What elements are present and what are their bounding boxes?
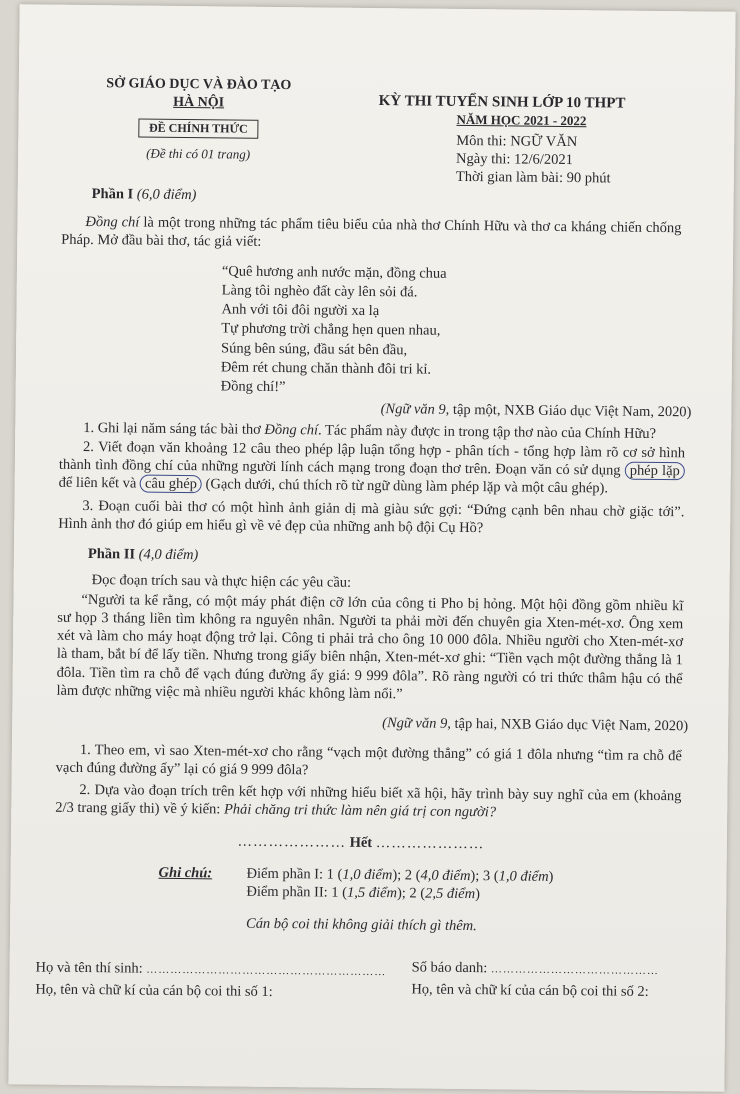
exam-title: KỲ THI TUYỂN SINH LỚP 10 THPT <box>378 93 626 112</box>
disclaimer: Cán bộ coi thi không giải thích gì thêm. <box>245 915 477 935</box>
q1-text-a: 1. Ghi lại năm sáng tác bài thơ <box>83 419 265 438</box>
note-text: ); 2 ( <box>392 867 421 884</box>
part1-intro-text: là một trong những tác phẩm tiêu biểu của nhà thơ Chính Hữu và thơ ca kháng chiến chống Pháp. Mở đầu bài thơ, tác giả viết: <box>61 214 682 250</box>
note-text: Điểm phần II: 1 ( <box>246 883 348 901</box>
q2-text-b: để liên kết và <box>58 474 141 492</box>
candidate-number-dots: …………………………………… <box>490 963 659 978</box>
part2-title: Phần II <box>87 546 136 563</box>
poem-citation: (Ngữ văn 9, tập một, NXB Giáo dục Việt Nam, 2020) <box>380 401 692 421</box>
candidate-name-dots: …………………………………………………… <box>146 963 387 979</box>
poem-line: Tự phương trời chẳng hẹn quen nhau, <box>221 320 441 340</box>
part1-intro <box>61 213 681 256</box>
exam-paper <box>8 4 735 1091</box>
part2-instruction: Đọc đoạn trích sau và thực hiện các yêu cầu: <box>91 572 352 591</box>
q2-text-a: 2. Viết đoạn văn khoảng 12 câu theo phép lập luận tổng hợp - phân tích - tổng hợp làm rõ cơ sở hình thành tình đồng chí của những người lính cách mạng trong đoạn thơ trên. Đoạn văn có sử dụng <box>58 438 686 479</box>
q3-text: 3. Đoạn cuối bài thơ có một hình ảnh giản dị mà giàu sức gợi: “Đứng cạnh bên nhau chờ giặc tới”. Hình ảnh thơ đó giúp em hiểu gì về vẻ đẹp của những anh bộ đội Cụ Hồ? <box>58 497 685 537</box>
end-label: Hết <box>349 834 373 852</box>
exam-info-block <box>378 92 699 189</box>
note-points: 1,5 điểm <box>346 884 398 902</box>
end-marker <box>211 832 511 853</box>
poem-line: Anh với tôi đôi người xa lạ <box>221 301 380 320</box>
official-label: ĐỀ CHÍNH THỨC <box>138 119 259 139</box>
exam-date: Ngày thi: 12/6/2021 <box>455 150 573 169</box>
candidate-number-label: Số báo danh: <box>411 959 488 977</box>
part2-question-2 <box>55 781 681 824</box>
note-text: ) <box>475 886 481 903</box>
p2q2-text: 2. Dựa vào đoạn trích trên kết hợp với những hiểu biết xã hội, hãy trình bày suy nghĩ của em (khoảng 2/3 trang giấy thi) về ý kiến: <box>55 781 682 818</box>
part2-passage: “Người ta kể rằng, có một máy phát điện cỡ lớn của công ti Pho bị hỏng. Một hội đồng gồm nhiều kĩ sư họp 3 tháng liền tìm không ra nguyên nhân. Người ta phải mời đến chuyên gia Xten-mét-xơ. Ông xem xét và làm cho máy hoạt động trở lại. Công ti phải trả cho ông 10 000 đôla. Nhiều người cho Xten-mét-xơ là tham, bắt bí để lấy tiền. Nhưng trong giấy biên nhận, Xten-mét-xơ ghi: “Tiền vạch một đường thẳng là 1 đôla. Tiền tìm ra chỗ để vạch đúng đường ấy giá: 9 999 đôla”. Rõ ràng người có tri thức thâm hậu có thể làm được những việc mà nhiều người khác không làm nổi.” <box>56 591 684 702</box>
note-text: ); 3 ( <box>470 868 499 885</box>
citation-title: Ngữ văn 9 <box>385 401 446 418</box>
part1-question-3 <box>58 497 684 540</box>
poem-line: Làng tôi nghèo đất cày lên sỏi đá. <box>221 282 418 301</box>
poem-line: Đêm rét chung chăn thành đôi tri kỉ. <box>220 359 432 378</box>
note-text: ); 2 ( <box>396 885 426 902</box>
end-dots-left: ………………… <box>237 833 347 851</box>
part2-points: (4,0 điểm) <box>138 546 199 564</box>
note-line-2 <box>246 883 480 904</box>
circled-phrase: câu ghép <box>140 475 202 494</box>
circled-phrase: phép lặp <box>625 462 685 481</box>
part1-points: (6,0 điểm) <box>136 186 197 204</box>
school-year: NĂM HỌC 2021 - 2022 <box>456 111 587 128</box>
candidate-number-field <box>412 958 660 979</box>
part2-question-1: 1. Theo em, vì sao Xten-mét-xơ cho rằng “vạch một đường thẳng” có giá 1 đôla nhưng “tìm ra chỗ để vạch đúng đường ấy” lại có giá 9 999 đôla? <box>55 741 682 779</box>
part2-heading <box>88 545 199 564</box>
exam-content <box>8 4 735 1091</box>
exam-duration: Thời gian làm bài: 90 phút <box>455 169 611 187</box>
department-line-1: SỞ GIÁO DỤC VÀ ĐÀO TẠO <box>106 76 292 94</box>
passage-citation: (Ngữ văn 9, tập hai, NXB Giáo dục Việt Nam, 2020) <box>382 715 689 735</box>
note-points: 1,0 điểm <box>342 866 393 884</box>
part1-title: Phần I <box>91 186 134 203</box>
q1-poem-title: Đồng chí <box>264 421 319 439</box>
part1-question-2 <box>59 438 686 499</box>
p2q2-quote: Phải chăng tri thức làm nên giá trị con người? <box>223 801 497 821</box>
candidate-name-label: Họ và tên thí sinh: <box>35 959 143 977</box>
note-points: 4,0 điểm <box>420 867 471 885</box>
citation-title: Ngữ văn 9 <box>386 715 448 732</box>
proctor-2-field: Họ, tên và chữ kí của cán bộ coi thi số 2: <box>411 981 649 1000</box>
page-note: (Đề thi có 01 trang) <box>146 145 251 162</box>
poem-line: Đồng chí!” <box>220 378 286 395</box>
part1-heading <box>92 185 197 204</box>
department-line-2: HÀ NỘI <box>173 94 225 110</box>
candidate-name-field <box>35 959 386 981</box>
note-label: Ghi chú: <box>158 864 213 882</box>
poem-title: Đồng chí <box>85 213 140 231</box>
note-points: 2,5 điểm <box>425 885 476 903</box>
citation-rest: , tập hai, NXB Giáo dục Việt Nam, 2020) <box>447 715 689 735</box>
subject: Môn thi: NGỮ VĂN <box>456 132 578 151</box>
proctor-1-field: Họ, tên và chữ kí của cán bộ coi thi số 1: <box>35 981 273 1000</box>
note-text: Điểm phần I: 1 ( <box>246 865 343 883</box>
department-block <box>78 75 319 164</box>
poem-line: “Quê hương anh nước mặn, đồng chua <box>221 263 447 282</box>
poem-line: Súng bên súng, đầu sát bên đầu, <box>221 339 408 358</box>
poem-excerpt <box>221 262 447 398</box>
note-text: ) <box>548 868 554 885</box>
end-dots-right: ………………… <box>375 835 485 853</box>
citation-rest: , tập một, NXB Giáo dục Việt Nam, 2020) <box>445 401 692 421</box>
q2-text-c: (Gạch dưới, chú thích rõ từ ngữ dùng làm phép lặp và một câu ghép). <box>201 476 609 497</box>
note-points: 1,0 điểm <box>498 868 549 885</box>
q1-text-b: . Tác phẩm này được in trong tập thơ nào của Chính Hữu? <box>317 422 657 442</box>
